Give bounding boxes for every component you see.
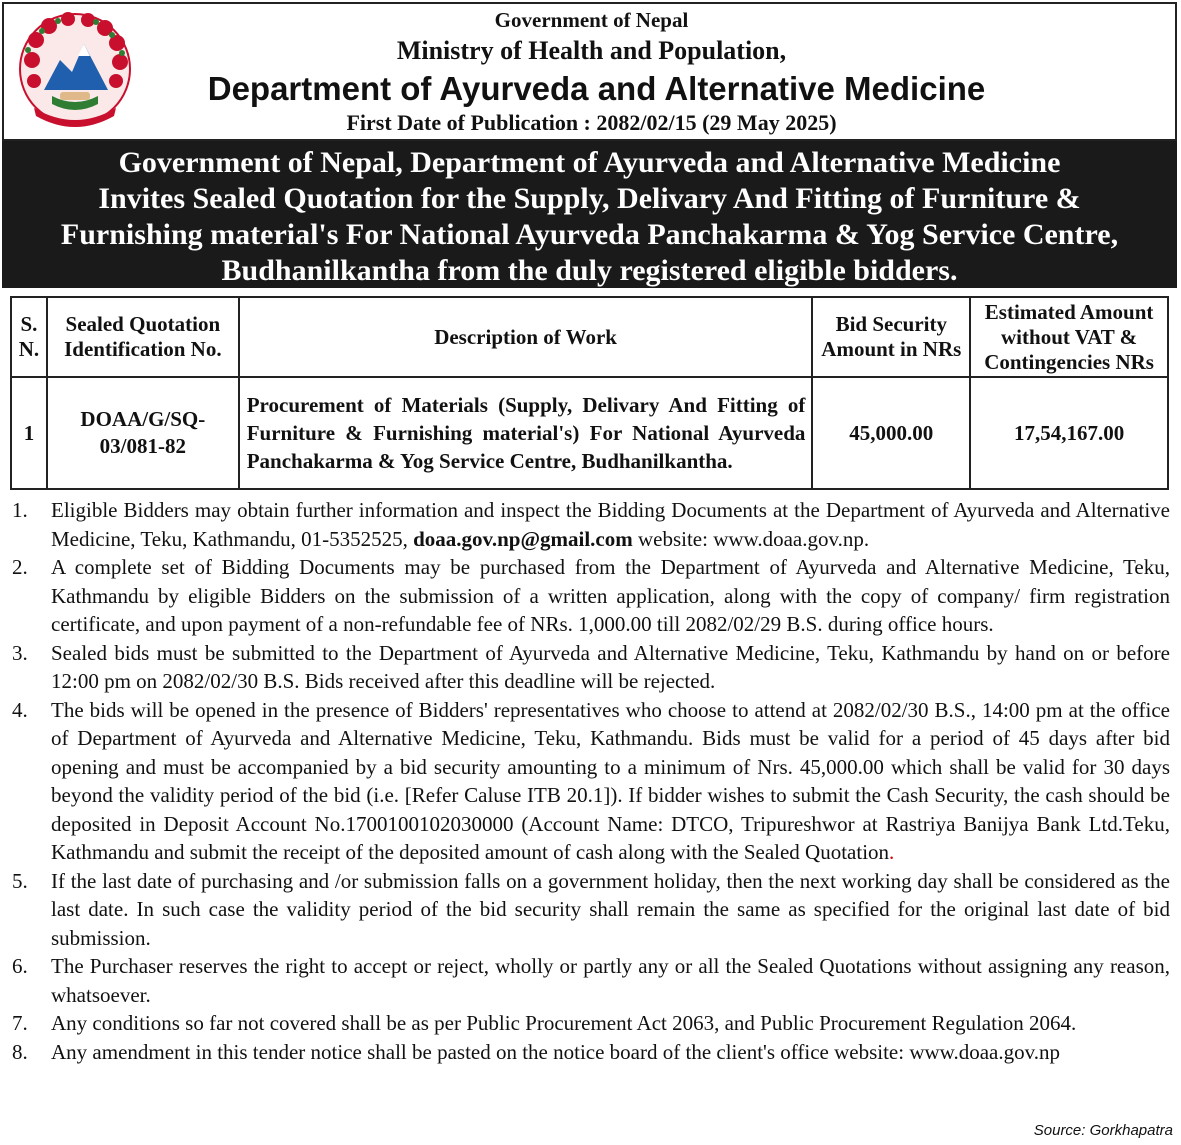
item-number: 1. [12,498,28,522]
header-text: without VAT & [1001,324,1138,349]
item-number: 8. [12,1039,28,1064]
item-text: Sealed bids must be submitted to the Department of Ayurveda and Alternative Medicine, Teku, Kathmandu by hand on or before 12:00 pm on 2082/02/30 B.S. Bids received after this deadline will be rejected. [51,640,1170,693]
banner-line: Budhanilkantha from the duly registered eligible bidders. [221,254,958,287]
header-text: Contingencies NRs [984,349,1154,374]
government-line: Government of Nepal [494,8,689,32]
department-line: Department of Ayurveda and Alternative Medicine [207,70,986,107]
list-item [12,1009,1170,1038]
item-number: 5. [12,868,28,893]
terms-list [12,496,1170,1066]
header-sn [11,297,47,377]
cell-bid-security: 45,000.00 [812,377,970,489]
cell-text: DOAA/G/SQ- [80,407,206,431]
notice-title-banner [2,141,1177,288]
quotation-table [10,296,1169,490]
header-text: N. [18,337,40,361]
cell-sn: 1 [11,377,47,489]
list-item [12,553,1170,639]
item-number: 4. [12,697,28,722]
cell-identification [47,377,239,489]
header-bid-security [812,297,970,377]
contact-email: doaa.gov.np@gmail.com [413,526,633,551]
item-end-mark: . [889,840,895,864]
source-credit: Source: Gorkhapatra [1033,1122,1173,1139]
item-text: website: www.doaa.gov.np. [632,526,870,551]
header-text: Sealed Quotation [65,312,221,336]
header-text: S. [20,312,38,336]
list-item [12,496,1170,553]
header-description: Description of Work [239,297,813,377]
list-item [12,952,1170,1009]
description-text: Procurement of Materials (Supply, Delivary And Fitting of Furniture & Furnishing material's) For National Ayurveda Panchakarma & Yog Service Centre, Budhanilkantha. [246,393,806,473]
item-text: Any amendment in this tender notice shall be pasted on the notice board of the client's office website: www.doaa.gov.np [51,1039,1060,1064]
item-text: Eligible Bidders may obtain further information and inspect the Bidding Documents at the Department of Ayurveda and Alternative Medicine, Teku, Kathmandu, 01-5352525, [51,498,1170,551]
item-text: The bids will be opened in the presence of Bidders' representatives who choose to attend at 2082/02/30 B.S., 14:00 pm at the office of Department of Ayurveda and Alternative Medicine, Teku, Kathmandu. Bids must be valid for a period of 45 days after bid opening and must be accompanied by a bid security amounting to a minimum of Nrs. 45,000.00 which shall be valid for 30 days beyond the validity period of the bid (i.e. [Refer Caluse ITB 20.1]). If bidder wishes to submit the Cash Security, the cash should be deposited in Deposit Account No.1700100102030000 (Account Name: DTCO, Tripureshwor at Rastriya Banijya Bank Ltd.Teku, Kathmandu and submit the receipt of the deposited amount of cash along with the Sealed Quotation [51,697,1170,864]
publication-date: First Date of Publication : 2082/02/15 (29 May 2025) [346,110,837,135]
cell-description [239,377,813,489]
notice-header [2,2,1177,141]
list-item [12,696,1170,867]
cell-text: 03/081-82 [99,434,186,458]
item-number: 6. [12,954,28,978]
item-text: Any conditions so far not covered shall be as per Public Procurement Act 2063, and Public Procurement Regulation 2064. [51,1011,1077,1035]
list-item [12,867,1170,953]
header-text: Estimated Amount [984,299,1154,324]
table-row [11,377,1168,489]
banner-line: Invites Sealed Quotation for the Supply, Delivary And Fitting of Furniture & [98,182,1081,215]
item-text: The Purchaser reserves the right to accept or reject, wholly or partly any or all the Sealed Quotations without assigning any reason, whatsoever. [51,954,1170,1007]
header-identification [47,297,239,377]
header-text: Amount in NRs [821,337,962,361]
banner-line: Government of Nepal, Department of Ayurveda and Alternative Medicine [118,146,1061,179]
item-text: A complete set of Bidding Documents may be purchased from the Department of Ayurveda and Alternative Medicine, Teku, Kathmandu by eligible Bidders on the submission of a written application, along with the copy of company/ firm registration certificate, and upon payment of a non-refundable fee of NRs. 1,000.00 till 2082/02/29 B.S. during office hours. [51,555,1170,636]
header-text: Identification No. [64,337,222,361]
cell-estimated-amount: 17,54,167.00 [970,377,1168,489]
item-text: If the last date of purchasing and /or submission falls on a government holiday, then the next working day shall be considered as the last date. In such case the validity period of the bid security shall remain the same as specified for the original last date of bid submission. [51,868,1170,950]
header-text: Bid Security [835,312,948,336]
item-number: 2. [12,555,28,579]
table-header-row [11,297,1168,377]
item-number: 3. [12,640,28,665]
header-estimated-amount [970,297,1168,377]
list-item [12,639,1170,696]
ministry-line: Ministry of Health and Population, [396,36,787,65]
item-number: 7. [12,1011,28,1035]
list-item [12,1038,1170,1067]
banner-line: Furnishing material's For National Ayurveda Panchakarma & Yog Service Centre, [60,218,1119,251]
